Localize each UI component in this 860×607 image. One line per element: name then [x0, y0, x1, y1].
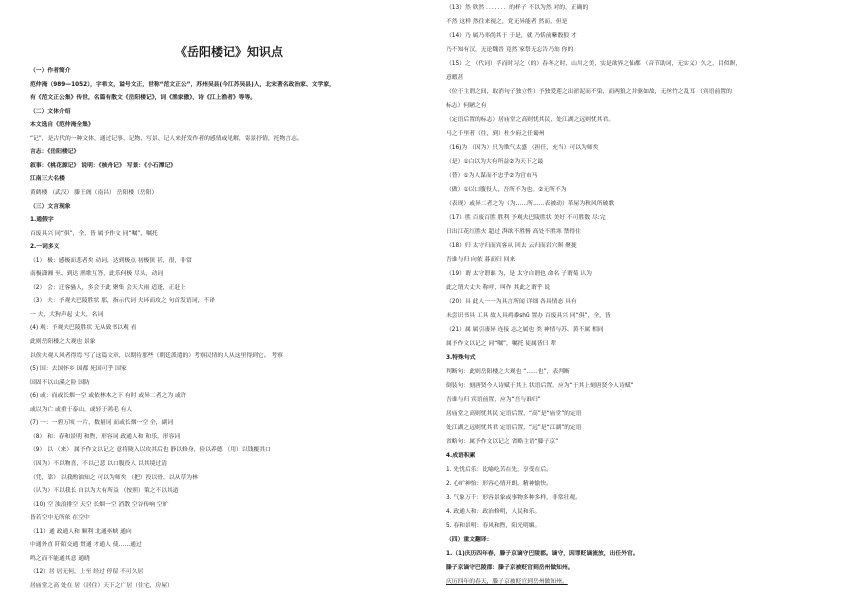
- left-text-line: （2） 会：迁客骚人，多会于此 聚集 会天大雨 适逢，正赶上: [30, 284, 186, 291]
- document-title: 《岳阳楼记》知识点: [174, 45, 283, 59]
- left-text-line: （认为）不以我长 自以为大有所益 （按照）策之不以其道: [30, 488, 179, 495]
- left-text-line: 一 夫，大狗声起 丈夫，名词: [30, 311, 104, 318]
- left-text-line: （10) 空 浊浪排空 天空 长烟一空 消散 空谷传响 空旷: [30, 501, 169, 508]
- left-text-line: 或以为亡 或重于泰山，或轻于鸿毛 有人: [30, 406, 133, 413]
- left-text-line: （8） 和：春和景明 和煦，形容词 政通人和 和乐，形容词: [30, 433, 181, 440]
- left-text-line: (6) 或：而或长烟一空 或依林木之下 有时 或异二者之为 或许: [30, 393, 187, 400]
- right-text-line: （表现）或异二者之为（为……所……表被动）革屋为秋风所破歌: [446, 201, 615, 207]
- left-text-line: 2.一词多义: [30, 244, 60, 251]
- left-text-line: （11）通 政通人和 顺利 北通巫峡 通向: [30, 528, 132, 535]
- right-text-line: 庆历四年的春天，滕子京被贬官到岳州做知州。: [446, 579, 568, 585]
- right-text-line: （定语后置的标志）居庙堂之高则忧其民，处江湖之远则忧其君。: [446, 117, 615, 123]
- right-text-line: 4. 政通人和：政治修明，人民和乐。: [446, 509, 541, 515]
- left-text-line: 皆若空中无所依 在空中: [30, 515, 90, 522]
- left-text-line: 以俟夫观人风者得焉 写了这篇文章，以期待那些（朝廷派遣的）考察民情的人从这里得到它。 考察: [30, 352, 283, 359]
- right-text-line: 3. 气象万千：形容景象或事物多种多样，非常壮观。: [446, 495, 581, 501]
- left-text-line: (7) 一：一碧万顷 一片，数量词 而或长烟一空 全，副词: [30, 420, 174, 427]
- left-text-line: 有《范文正公集》传世，名篇有散文《岳阳楼记》，词《渔家傲》，诗《江上渔者》等等。: [30, 95, 257, 102]
- right-text-line: 此之谓大丈夫 称呼，叫作 其此之谓乎 说: [446, 285, 551, 291]
- right-text-line: 马之千里者（往，到）杜少府之任蜀州: [446, 131, 545, 137]
- right-text-line: （14）乃 属乃率尚其于 于是，就 乃恬前紫骰狼 才: [446, 33, 577, 39]
- right-text-line: 乃不知有汉，无论魏晋 竟然 家祭无忘告乃翁 你的: [446, 47, 574, 53]
- right-text-line: 属予作文以记之 同“嘱”，嘱托 徒属皆曰 辈: [446, 341, 557, 347]
- right-text-line: （18）归 太守归而宾客从 回去 云归而岩穴暝 聚拢: [446, 243, 577, 249]
- right-text-line: 1.（1)庆历四年春，滕子京谪守巴陵郡。谪守，因罪贬谪流放，出任外官。: [446, 551, 639, 557]
- left-text-line: 江南三大名楼: [30, 176, 65, 183]
- left-text-line: (4) 观：予观夫巴陵胜状 无从致书以观 看: [30, 325, 137, 332]
- left-text-line: 言志：《岳阳楼记》: [30, 149, 80, 156]
- left-text-line: （三）文言现象: [30, 203, 71, 210]
- right-text-line: 意暇甚: [446, 75, 464, 81]
- right-text-line: 判断句：此则岳阳楼之大观也 “……也”，表判断: [446, 369, 570, 375]
- left-text-line: （因为）不以物喜，不以己悲 以口腹役人 以其境过清: [30, 460, 168, 467]
- right-text-line: （15）之 （代词）孚而时习之（的）春冬之时，山川之美，实是欲界之仙都 （音节助词，无实义）久之，目似瞑，: [446, 61, 742, 67]
- right-text-line: （21）属 属引凄异 连接 志之属也 类 神情与苏、黄不属 相同: [446, 327, 604, 333]
- right-text-line: 2. 心旷神怡：形容心情开朗，精神愉快。: [446, 481, 552, 487]
- left-text-line: 南极潇湘 至、到达 渔歌互答，此乐何极 尽头，动词: [30, 271, 164, 278]
- right-text-line: 处江湖之远则忧其君 定语后置，“远”是“江湖”的定语: [446, 425, 582, 431]
- left-text-line: “记”，是古代的一种文体，通过记事、记物、写景、记人来抒发作者的感情或见解，寄景抒情，托物言志。: [30, 135, 303, 142]
- right-text-line: （19）谓 太守谓谁 为，是 太守自谓也 命名 子谓菊 认为: [446, 271, 592, 277]
- right-text-line: 居庙堂之高则忧其民 定语后置，“高”是“庙堂”的定语: [446, 411, 582, 417]
- right-text-line: （20）具 此人一一为具言所闻 详细 各具情态 具有: [446, 299, 577, 305]
- right-text-line: 倒装句：刻唐贤今人诗赋于其上 状语后置，应为“于其上刻唐贤今人诗赋”: [446, 383, 634, 389]
- right-text-line: （位于主谓之间，取消句子独立性）予独爱莲之出淤泥而不染，而两狼之并驱如故，无丝竹之乱耳 （宾语前置的: [446, 89, 732, 95]
- right-text-line: 吾谁与归 向依 暮而归 回来: [446, 257, 516, 263]
- left-text-line: （3） 夫：予观夫巴陵胜状 那，指示代词 夫环而攻之 句首发语词，不译: [30, 298, 215, 305]
- left-text-line: 鸣之而不能通其意 通晓: [30, 555, 90, 562]
- left-text-line: 本文选自《范仲淹全集》: [30, 122, 94, 129]
- right-text-line: 5. 春和景明：春风和煦，阳光明媚。: [446, 523, 541, 529]
- left-text-line: 国固不以山溪之险 国防: [30, 379, 90, 386]
- left-text-line: （凭，靠） 以我酌油知之 可以为师矣 （把）投以骨，以从草为林: [30, 474, 198, 481]
- left-text-line: （1） 极：感极而悲者矣 动词，达到极点 初极狭 甚，很，非常: [30, 257, 192, 264]
- right-text-line: 3.特殊句式: [446, 355, 476, 361]
- left-text-line: 1.通假字: [30, 217, 54, 224]
- right-text-line: （13）然 欣然 ．．．．．．．的样子 不以为然 对的，正确的: [446, 5, 589, 11]
- right-text-line: 1. 先忧后乐：比喻吃苦在先，享受在后。: [446, 467, 552, 473]
- right-text-line: （16)为 （因为）只为欺气太盛 （担任，充当）可以为师矣: [446, 145, 599, 151]
- left-text-line: 黄鹤楼 （武汉） 滕王阁（南昌） 岳阳楼（岳阳）: [30, 189, 158, 196]
- left-text-line: 叙事：《桃花源记》 说明：《核舟记》 写景：《小石潭记》: [30, 162, 177, 169]
- right-text-line: 未尝识书具 工具 故人具鸡黍shǔ 置办 百废具兴 同“俱”，全，皆: [446, 313, 611, 319]
- right-text-line: （是）①白以为大有所益②为天下之最: [446, 159, 544, 165]
- right-text-line: （替）①为人谋而不忠乎②为宫市马: [446, 173, 538, 179]
- right-text-line: （四）重文翻译：: [446, 537, 493, 543]
- left-text-line: （9） 以 （来） 属予作文以记之 意将陇入以攻其后也 静以修身，俭以养德 （用）以钱覆其口: [30, 447, 271, 454]
- right-text-line: 日出江花红胜火 超过 湃欲不胜簪 高处不胜寒 禁得住: [446, 229, 581, 235]
- left-text-line: （一）作者简介: [30, 68, 71, 74]
- left-text-line: 百废具兴 同“俱”，全，皆 属予作文 同“嘱”，嘱托: [30, 230, 158, 237]
- left-text-line: 范仲淹（989—1052），字希文，谥号文正，世称“范文正公”，苏州吴县(今江苏吴县)人，北宋著名政治家、文学家，: [30, 81, 335, 88]
- left-text-line: 此则岳阳楼之大观也 景象: [30, 339, 96, 345]
- right-text-line: 4.成语积累: [446, 453, 476, 459]
- right-text-line: （做）①以口腹役人，吾所不为也。②无所不为: [446, 187, 567, 193]
- right-text-line: 不然 这样 然往来视之，党无异能者 然而，但是: [446, 19, 568, 25]
- left-text-line: 居庙堂之高 处在 居（居住）天下之广居（住宅，房屋）: [30, 582, 173, 589]
- right-text-line: 吾谁与归 宾语前置，应为“吾与谁归”: [446, 397, 541, 403]
- right-text-line: （17）胜 百废百胜 胜利 予观夫巴陵胜状 美好 不可胜数 尽:完: [446, 215, 606, 221]
- right-text-line: 省略句：属予作文以记之 省略主语“滕子京”: [446, 439, 559, 445]
- left-text-line: （二）文体介绍: [30, 108, 71, 115]
- left-text-line: 中通外直 阡陌交通 贯通 才通人 使……通过: [30, 542, 142, 549]
- left-text-line: （12）居 居无何，上至 经过 停留 不可久居: [30, 569, 144, 576]
- left-text-line: (5) 国：去国怀乡 国都 死国可乎 国家: [30, 366, 127, 373]
- right-text-line: 滕子京谪守巴陵郡：滕子京被贬官到岳州做知州。: [446, 565, 574, 571]
- right-text-line: 标志）何陋之有: [446, 103, 487, 109]
